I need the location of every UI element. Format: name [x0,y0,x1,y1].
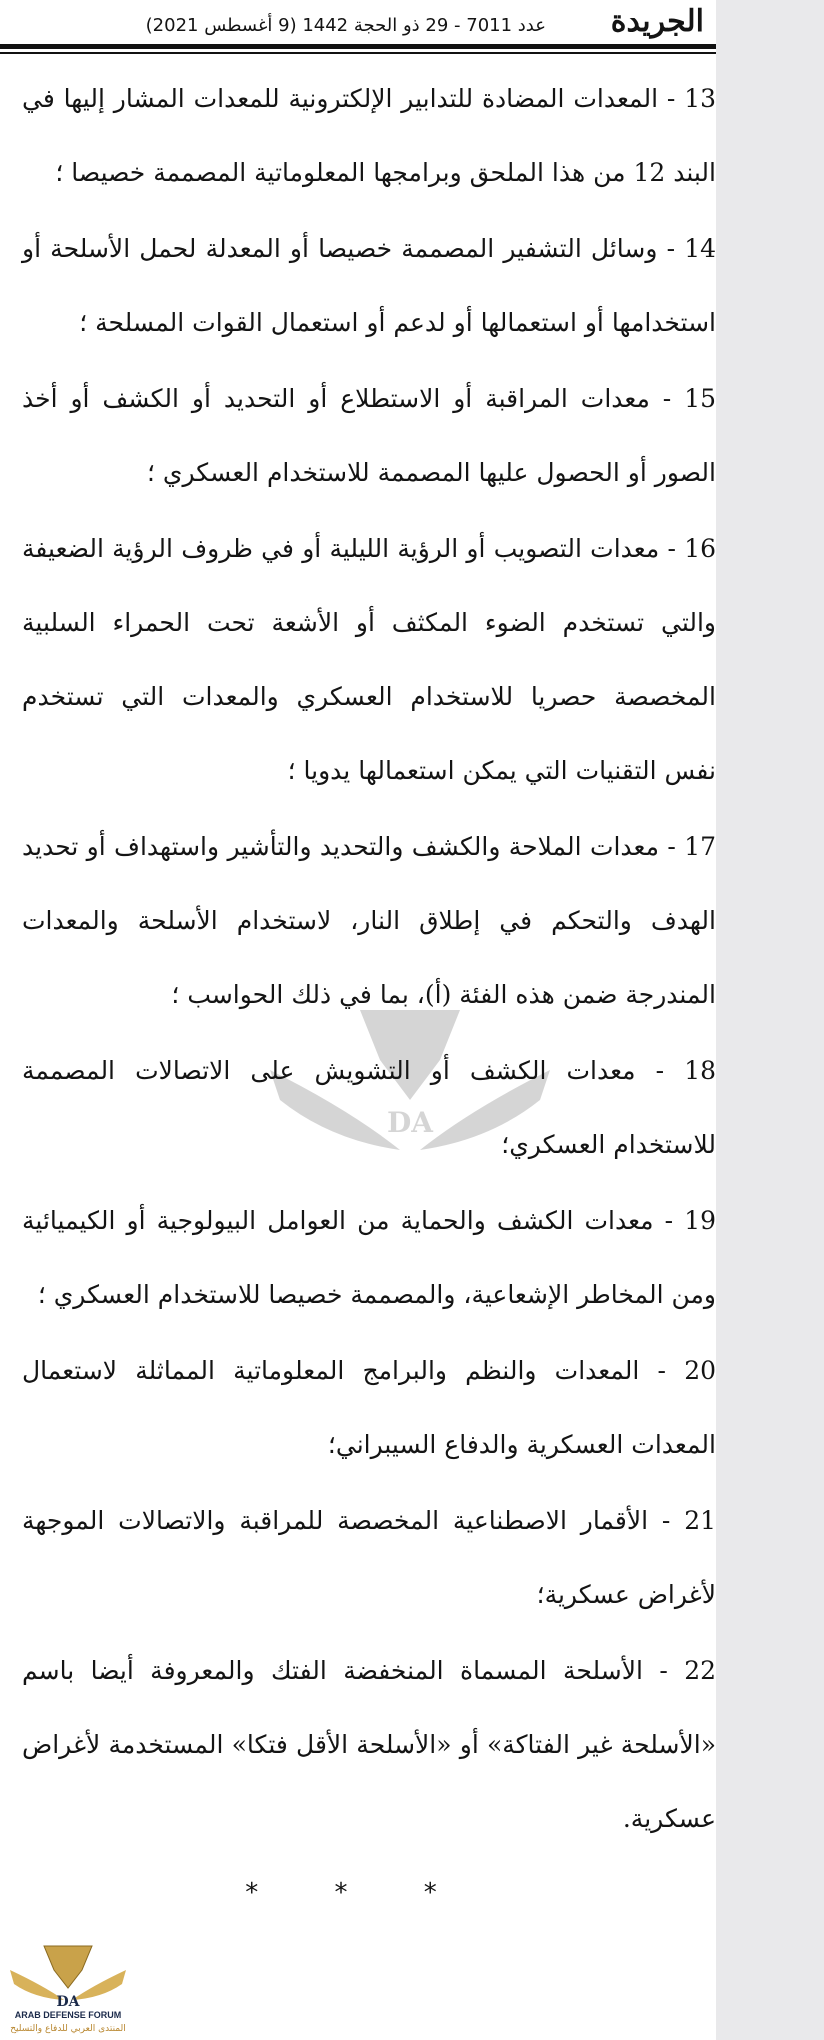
list-item: 18 - معدات الكشف أو التشويش على الاتصالات المصممة للاستخدام العسكري؛ [22,1056,716,1159]
article-body [22,62,716,1856]
page-header [0,0,716,52]
newspaper-title: الجريدة [610,4,704,39]
list-item: 15 - معدات المراقبة أو الاستطلاع أو التحديد أو الكشف أو أخذ الصور أو الحصول عليها المصممة للاستخدام العسكري ؛ [22,384,716,487]
section-separator: * * * [245,1878,471,1908]
logo-name-en: ARAB DEFENSE FORUM [14,2010,122,2020]
list-item: 21 - الأقمار الاصطناعية المخصصة للمراقبة والاتصالات الموجهة لأغراض عسكرية؛ [22,1506,716,1609]
header-rule-thin [0,52,716,54]
list-item: 16 - معدات التصويب أو الرؤية الليلية أو في ظروف الرؤية الضعيفة والتي تستخدم الضوء المكثف أو الأشعة تحت الحمراء السلبية المخصصة حصريا للاستخدام العسكري والمعدات التي تستخدم نفس التقنيات التي يمكن استعمالها يدويا ؛ [22,534,716,785]
list-item: 22 - الأسلحة المسماة المنخفضة الفتك والمعروفة أيضا باسم «الأسلحة غير الفتاكة» أو «الأسلحة الأقل فتكا» المستخدمة لأغراض عسكرية. [22,1656,716,1833]
svg-text:DA: DA [386,1106,434,1139]
logo-monogram: DA [56,1994,80,2010]
list-item: 14 - وسائل التشفير المصممة خصيصا أو المعدلة لحمل الأسلحة أو استخدامها أو استعمالها أو لدعم أو استعمال القوات المسلحة ؛ [22,234,716,337]
list-item: 17 - معدات الملاحة والكشف والتحديد والتأشير واستهداف أو تحديد الهدف والتحكم في إطلاق النار، لاستخدام الأسلحة والمعدات المندرجة ضمن هذه الفئة (أ)، بما في ذلك الحواسب ؛ [22,832,716,1009]
list-item: 20 - المعدات والنظم والبرامج المعلوماتية المماثلة لاستعمال المعدات العسكرية والدفاع السيبراني؛ [22,1356,716,1459]
header-rule-thick [0,44,716,49]
issue-line: عدد 7011 - 29 ذو الحجة 1442 (9 أغسطس 2021) [145,15,546,36]
logo-name-ar: المنتدى العربي للدفاع والتسليح [10,2024,126,2034]
forum-logo [4,1940,132,2040]
list-item: 19 - معدات الكشف والحماية من العوامل البيولوجية أو الكيميائية ومن المخاطر الإشعاعية، والمصممة خصيصا للاستخدام العسكري ؛ [22,1206,716,1309]
list-item: 13 - المعدات المضادة للتدابير الإلكترونية للمعدات المشار إليها في البند 12 من هذا الملحق وبرامجها المعلوماتية المصممة خصيصا ؛ [22,84,716,187]
